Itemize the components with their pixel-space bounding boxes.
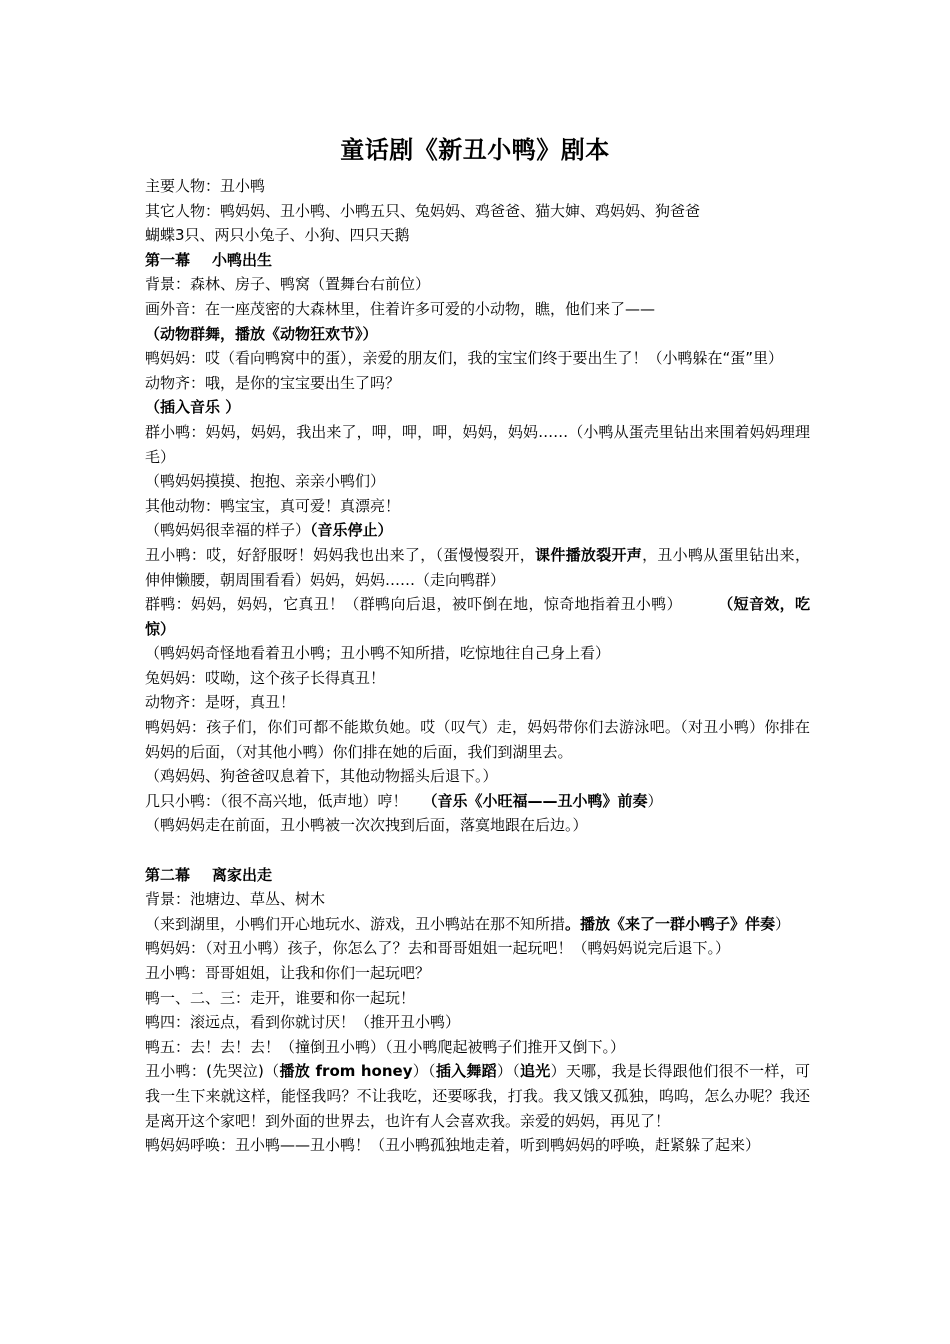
act1-line-rabbit-mom: 兔妈妈：哎呦，这个孩子长得真丑！	[145, 668, 386, 687]
act2-dance-cue: 插入舞蹈	[435, 1062, 497, 1081]
act1-line-ugly-duckling	[145, 543, 810, 592]
act2-stage-direction-lake	[145, 912, 810, 937]
act1-prelude-cue: （音乐《小旺福——丑小鸭》前奏	[422, 791, 648, 810]
act2-spotlight-cue: 追光	[520, 1062, 551, 1081]
act1-line-animals-agree: 动物齐：是呀，真丑！	[145, 693, 296, 712]
document-title: 童话剧《新丑小鸭》剧本	[340, 136, 610, 164]
act2-line-ugly-duckling-monologue	[145, 1059, 810, 1133]
act1-prelude-close: ）	[647, 791, 663, 810]
act2-monologue-text: ）天哪，我是长得跟他们很不一样，可我一生下来就这样，能怪我吗？不让我吃，还要啄我，打我。我又饿又孤独，呜呜，怎么办呢？我还是离开这个家吧！到外面的世界去，也许有人会喜欢我。亲爱的妈妈，再见了！	[145, 1062, 810, 1130]
act1-ugly-duckling-text-1: 丑小鸭：哎，好舒服呀！妈妈我也出来了，（蛋慢慢裂开，	[145, 545, 536, 564]
document-body	[145, 174, 810, 1158]
act2-monologue-prefix: 丑小鸭：(先哭泣)（	[145, 1062, 280, 1081]
act2-from-honey-cue: 播放 from honey	[279, 1062, 413, 1081]
act1-stage-direction-dance: （动物群舞，播放《动物狂欢节》）	[145, 324, 378, 343]
act2-lake-text: （来到湖里，小鸭们开心地玩水、游戏，丑小鸭站在那不知所措	[145, 914, 566, 933]
act1-name: 小鸭出生	[212, 250, 273, 269]
act1-line-few-ducklings	[145, 789, 810, 814]
act1-stage-direction-surprise: （鸭妈妈奇怪地看着丑小鸭；丑小鸭不知所措，吃惊地往自己身上看）	[145, 644, 611, 663]
act1-line-duck-mom-swim: 鸭妈妈：孩子们，你们可都不能欺负她。哎（叹气）走，妈妈带你们去游泳吧。（对丑小鸭）你排在妈妈的后面，（对其他小鸭）你们排在她的后面，我们到湖里去。	[145, 718, 810, 761]
act1-heading	[145, 248, 810, 273]
act1-background: 背景：森林、房子、鸭窝（置舞台右前位）	[145, 275, 431, 294]
other-characters-line-2: 蝴蝶3只、两只小兔子、小狗、四只天鹅	[145, 226, 410, 245]
act1-music-stop: （音乐停止）	[310, 521, 393, 540]
act2-line-duck-5: 鸭五：去！去！去！（撞倒丑小鸭）（丑小鸭爬起被鸭子们推开又倒下。）	[145, 1037, 626, 1056]
act2-line-duck-mom: 鸭妈妈：（对丑小鸭）孩子，你怎么了？去和哥哥姐姐一起玩吧！（鸭妈妈说完后退下。）	[145, 939, 731, 958]
act1-stage-direction-music: （插入音乐 ）	[145, 398, 241, 417]
act2-line-duck-4: 鸭四：滚远点，看到你就讨厌！（推开丑小鸭）	[145, 1013, 461, 1032]
act1-few-ducklings-text: 几只小鸭：（很不高兴地，低声地）哼！	[145, 791, 408, 810]
act1-ugly-duckling-text-2: ，丑小鸭从蛋里钻出来，伸伸懒腰，朝周围看看）妈妈，妈妈……（走向鸭群）	[145, 545, 810, 589]
act2-line-duck-mom-calling: 鸭妈妈呼唤：丑小鸭——丑小鸭！（丑小鸭孤独地走着，听到鸭妈妈的呼唤，赶紧躲了起来）	[145, 1136, 761, 1155]
act1-narration: 画外音：在一座茂密的大森林里，住着许多可爱的小动物，瞧，他们来了——	[145, 299, 656, 318]
act1-stage-direction-hug: （鸭妈妈摸摸、抱抱、亲亲小鸭们）	[145, 472, 386, 491]
act2-name: 离家出走	[212, 865, 273, 884]
act2-monologue-sep-2: ）（	[496, 1062, 520, 1081]
act1-crack-sound-cue: 课件播放裂开声	[535, 545, 643, 564]
other-characters-line: 其它人物：鸭妈妈、丑小鸭、小鸭五只、兔妈妈、鸡爸爸、猫大婶、鸡妈妈、狗爸爸	[145, 201, 701, 220]
act1-happy-text: （鸭妈妈很幸福的样子）	[145, 521, 311, 540]
act2-line-ugly-duckling: 丑小鸭：哥哥姐姐，让我和你们一起玩吧？	[145, 964, 431, 982]
act1-stage-direction-follow: （鸭妈妈走在前面，丑小鸭被一次次拽到后面，落寞地跟在后边。）	[145, 816, 588, 835]
act-separator	[145, 838, 810, 863]
act2-monologue-sep-1: ）（	[412, 1062, 436, 1081]
act2-line-ducks-123: 鸭一、二、三：走开，谁要和你一起玩！	[145, 988, 416, 1007]
act2-background: 背景：池塘边、草丛、树木	[145, 890, 326, 909]
act1-line-ducklings: 群小鸭：妈妈，妈妈，我出来了，呷，呷，呷，妈妈，妈妈……（小鸭从蛋壳里钻出来围着妈妈理理毛）	[145, 422, 810, 466]
act1-line-group-ducks	[145, 592, 810, 641]
act2-lake-close: ）	[775, 914, 791, 933]
act1-label: 第一幕	[145, 250, 191, 269]
act2-heading	[145, 863, 810, 888]
act1-stage-direction-happy	[145, 518, 810, 543]
act1-line-other-animals: 其他动物：鸭宝宝，真可爱！真漂亮！	[145, 496, 401, 515]
act1-stage-direction-exit: （鸡妈妈、狗爸爸叹息着下，其他动物摇头后退下。）	[145, 767, 498, 786]
main-character-line: 主要人物：丑小鸭	[145, 177, 266, 195]
act1-group-ducks-text: 群鸭：妈妈，妈妈，它真丑！（群鸭向后退，被吓倒在地，惊奇地指着丑小鸭）	[145, 595, 682, 614]
act1-short-sound-cue: （短音效，吃惊）	[145, 595, 810, 638]
act2-ducklings-song-cue: 。播放《来了一群小鸭子》伴奏	[565, 914, 776, 933]
act1-line-animals: 动物齐：哦，是你的宝宝要出生了吗？	[145, 373, 401, 392]
act1-line-duck-mom: 鸭妈妈：哎（看向鸭窝中的蛋），亲爱的朋友们，我的宝宝们终于要出生了！（小鸭躲在“蛋”里）	[145, 349, 784, 368]
act2-label: 第二幕	[145, 865, 191, 884]
